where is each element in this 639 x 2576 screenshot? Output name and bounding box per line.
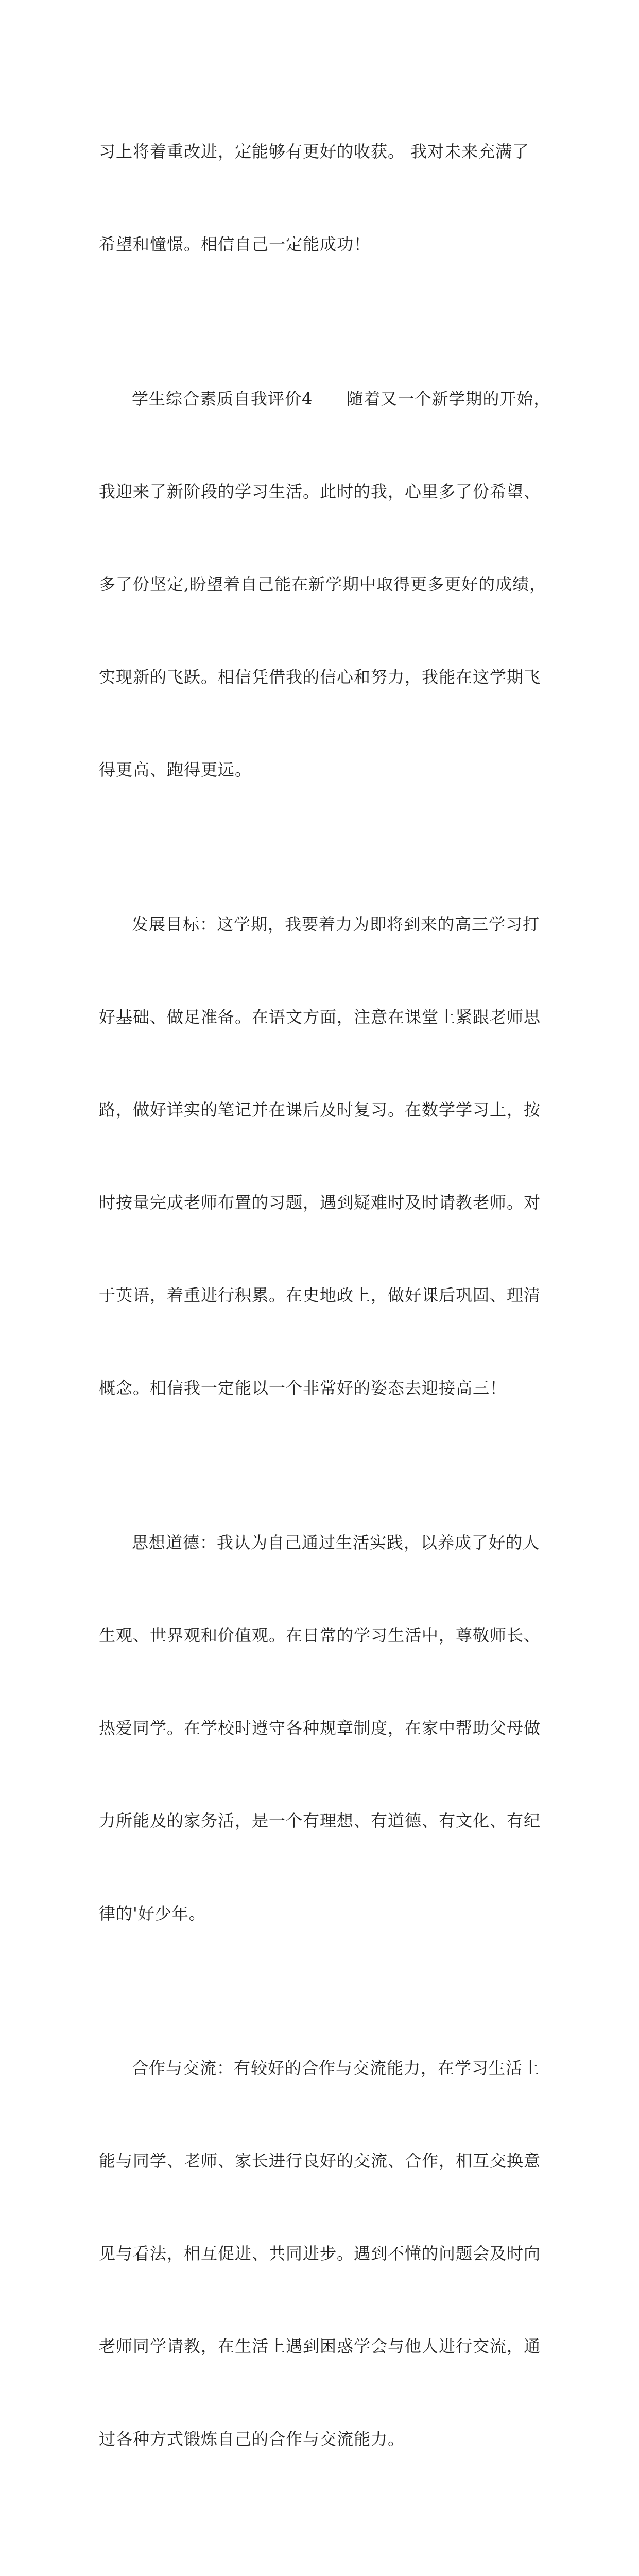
text-line: 力所能及的家务活，是一个有理想、有道德、有文化、有纪 [99,1811,541,1831]
text-line: 希望和憧憬。相信自己一定能成功！ [99,234,371,254]
text-line: 老师同学请教，在生活上遇到困惑学会与他人进行交流，通 [99,2336,541,2356]
text-line: 多了份坚定,盼望着自己能在新学期中取得更多更好的成绩， [99,574,547,594]
text-line: 过各种方式锻炼自己的合作与交流能力。 [99,2429,405,2449]
text-line: 得更高、跑得更远。 [99,760,252,779]
text-line: 于英语，着重进行积累。在史地政上，做好课后巩固、理清 [99,1285,541,1305]
text-line: 时按量完成老师布置的习题，遇到疑难时及时请教老师。对 [99,1193,541,1212]
text-line: 见与看法，相互促进、共同进步。遇到不懂的问题会及时向 [99,2244,541,2263]
text-line: 概念。相信我一定能以一个非常好的姿态去迎接高三！ [99,1378,507,1398]
text-line: 习上将着重改进，定能够有更好的收获。 我对未来充满了 [99,142,530,161]
text-line: 好基础、做足准备。在语文方面，注意在课堂上紧跟老师思 [99,1007,541,1027]
paragraph-5 [99,1991,544,2516]
text-line: 合作与交流：有较好的合作与交流能力，在学习生活上 [132,2058,540,2078]
text-line: 路，做好详实的笔记并在课后及时复习。在数学学习上，按 [99,1100,541,1120]
paragraph-1 [99,74,544,321]
paragraph-4 [99,1465,544,1991]
text-line: 学生综合素质自我评价4 随着又一个新学期的开始， [132,389,551,409]
text-line: 发展目标：这学期，我要着力为即将到来的高三学习打 [132,914,540,934]
text-line: 热爱同学。在学校时遵守各种规章制度，在家中帮助父母做 [99,1718,541,1738]
paragraph-2 [99,321,551,847]
text-line: 能与同学、老师、家长进行良好的交流、合作，相互交换意 [99,2151,541,2171]
paragraph-3 [99,847,544,1465]
text-line: 我迎来了新阶段的学习生活。此时的我，心里多了份希望、 [99,482,541,501]
text-line: 律的'好少年。 [99,1904,206,1923]
document-body [99,74,551,2576]
text-line: 生观、世界观和价值观。在日常的学习生活中，尊敬师长、 [99,1625,541,1645]
text-line: 思想道德：我认为自己通过生活实践，以养成了好的人 [132,1533,540,1552]
text-line: 实现新的飞跃。相信凭借我的信心和努力，我能在这学期飞 [99,667,541,687]
paragraph-6 [99,2516,544,2576]
